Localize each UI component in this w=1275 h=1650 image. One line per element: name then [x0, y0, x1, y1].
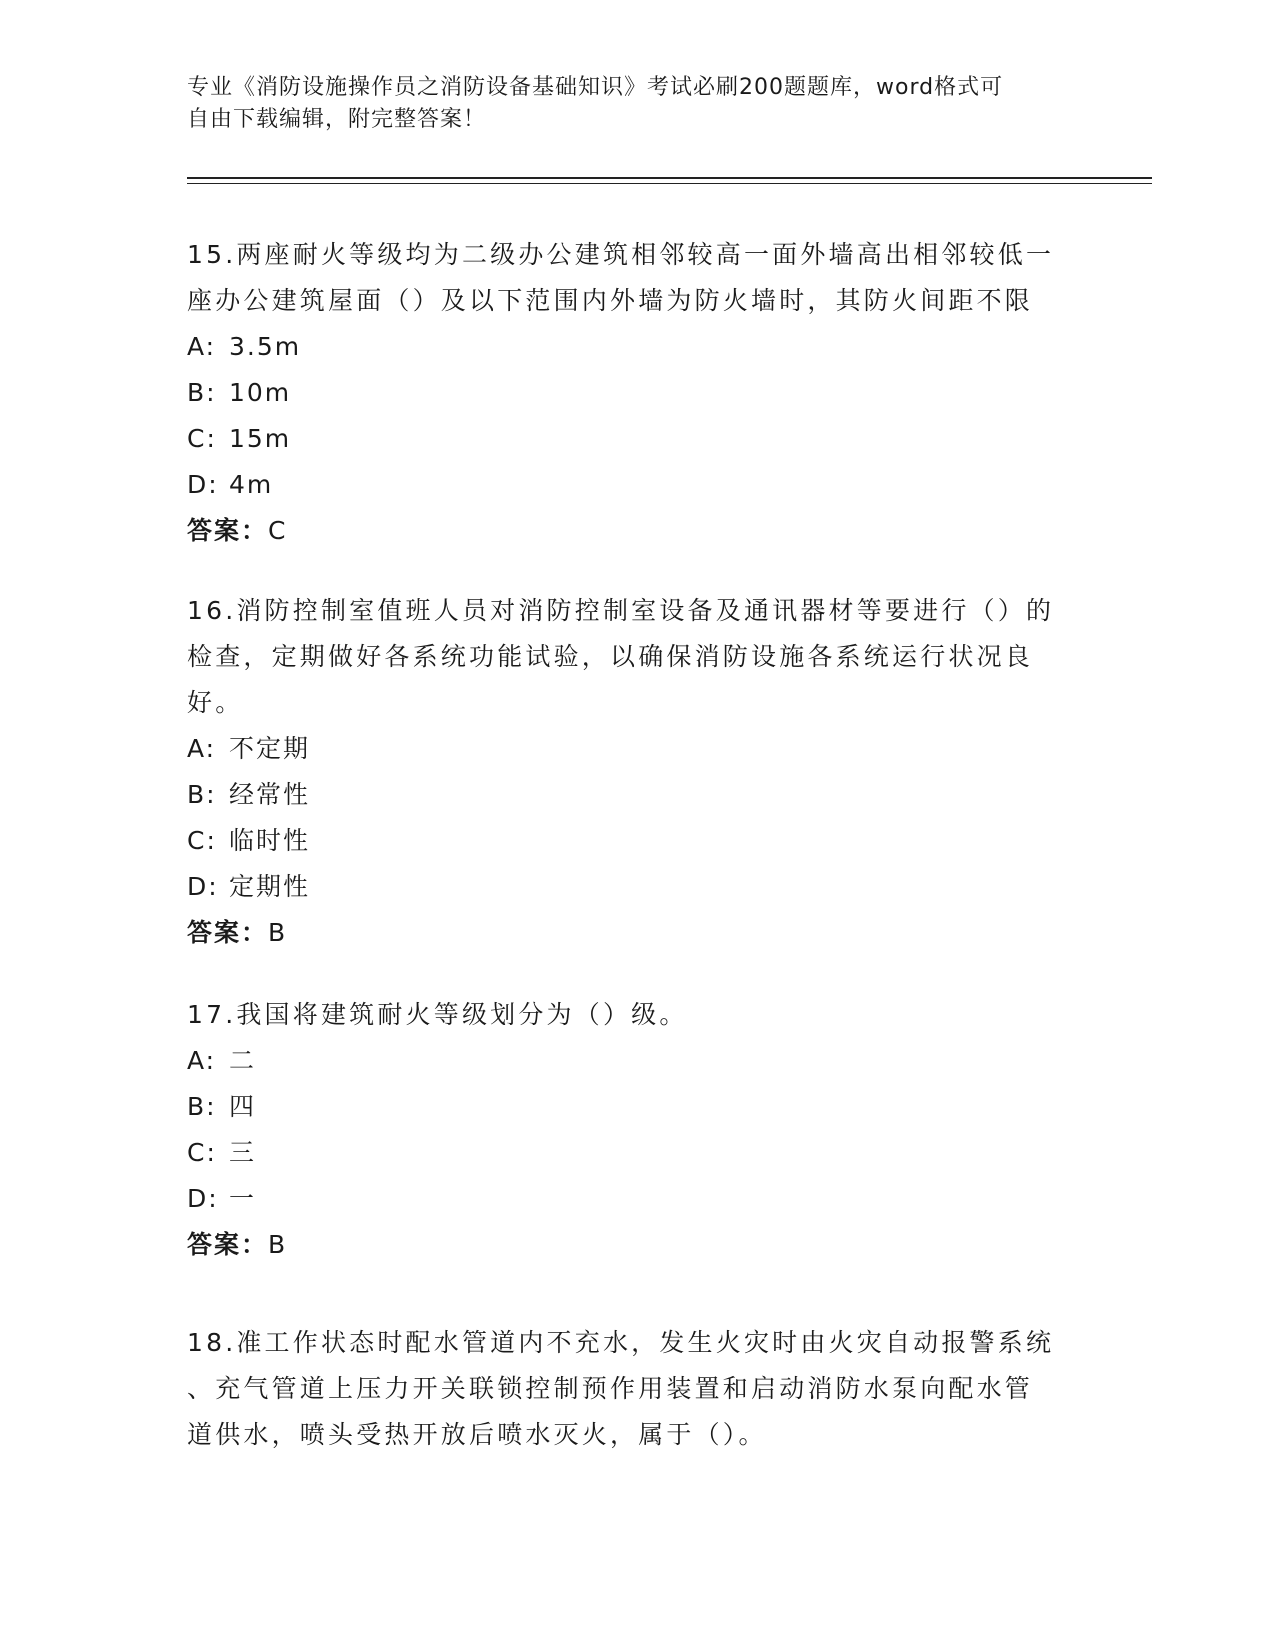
option-d — [187, 462, 1087, 508]
answer-line — [187, 508, 1087, 554]
option-c — [187, 818, 1087, 864]
question-18 — [187, 1320, 1087, 1458]
option-text: 经常性 — [229, 780, 311, 809]
option-text: 三 — [229, 1138, 257, 1167]
option-text: 15m — [229, 424, 292, 453]
option-a — [187, 324, 1087, 370]
answer-value: C — [268, 516, 288, 545]
document-header — [187, 72, 1067, 136]
answer-value: B — [268, 918, 288, 947]
question-15 — [187, 232, 1087, 554]
question-stem-line: 好。 — [187, 688, 244, 717]
option-c — [187, 416, 1087, 462]
option-key: C: — [187, 424, 217, 453]
question-stem-line: 道供水，喷头受热开放后喷水灭火，属于（）。 — [187, 1420, 767, 1449]
option-text: 一 — [229, 1184, 257, 1213]
question-stem-line: 、充气管道上压力开关联锁控制预作用装置和启动消防水泵向配水管 — [187, 1374, 1034, 1403]
option-text: 定期性 — [229, 872, 311, 901]
question-stem-line: 17.我国将建筑耐火等级划分为（）级。 — [187, 1000, 688, 1029]
answer-label: 答案： — [187, 918, 269, 947]
answer-value: B — [268, 1230, 288, 1259]
option-key: A: — [187, 1046, 217, 1075]
option-text: 不定期 — [229, 734, 311, 763]
option-d — [187, 1176, 1087, 1222]
option-c — [187, 1130, 1087, 1176]
question-16 — [187, 588, 1087, 956]
header-divider-thin — [187, 183, 1152, 184]
question-stem-line: 座办公建筑屋面（）及以下范围内外墙为防火墙时，其防火间距不限 — [187, 286, 1034, 315]
question-stem-line: 16.消防控制室值班人员对消防控制室设备及通讯器材等要进行（）的 — [187, 596, 1055, 625]
option-text: 4m — [229, 470, 274, 499]
option-key: B: — [187, 1092, 217, 1121]
answer-label: 答案： — [187, 516, 269, 545]
option-a — [187, 726, 1087, 772]
option-key: D: — [187, 872, 219, 901]
option-key: C: — [187, 826, 217, 855]
option-a — [187, 1038, 1087, 1084]
question-17 — [187, 992, 1087, 1268]
option-b — [187, 772, 1087, 818]
option-key: B: — [187, 378, 217, 407]
option-key: D: — [187, 1184, 219, 1213]
question-stem-line: 检查，定期做好各系统功能试验，以确保消防设施各系统运行状况良 — [187, 642, 1034, 671]
option-text: 四 — [229, 1092, 257, 1121]
option-key: C: — [187, 1138, 217, 1167]
option-key: D: — [187, 470, 219, 499]
answer-line — [187, 910, 1087, 956]
option-d — [187, 864, 1087, 910]
option-text: 10m — [229, 378, 292, 407]
option-text: 二 — [229, 1046, 257, 1075]
header-line-1: 专业《消防设施操作员之消防设备基础知识》考试必刷200题题库，word格式可 — [187, 75, 1004, 100]
option-key: B: — [187, 780, 217, 809]
option-text: 3.5m — [229, 332, 302, 361]
header-line-2: 自由下载编辑，附完整答案！ — [187, 107, 487, 132]
option-text: 临时性 — [229, 826, 311, 855]
question-stem-line: 15.两座耐火等级均为二级办公建筑相邻较高一面外墙高出相邻较低一 — [187, 240, 1055, 269]
answer-label: 答案： — [187, 1230, 269, 1259]
question-stem-line: 18.准工作状态时配水管道内不充水，发生火灾时由火灾自动报警系统 — [187, 1328, 1055, 1357]
option-b — [187, 1084, 1087, 1130]
header-divider-thick — [187, 177, 1152, 179]
option-b — [187, 370, 1087, 416]
option-key: A: — [187, 332, 217, 361]
option-key: A: — [187, 734, 217, 763]
answer-line — [187, 1222, 1087, 1268]
